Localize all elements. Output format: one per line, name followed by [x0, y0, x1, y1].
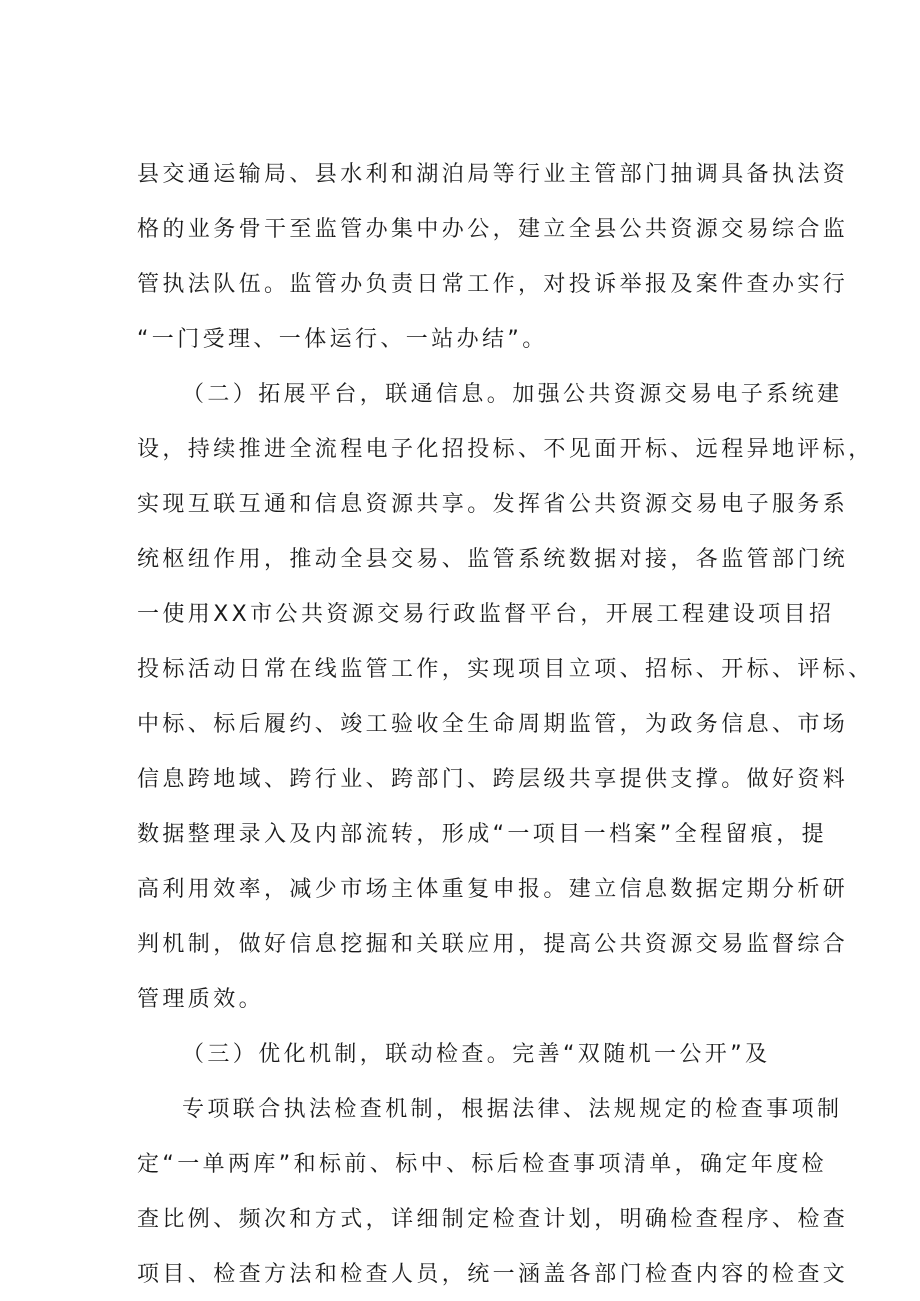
section-heading-line: （三）优化机制，联动检查。完善“双随机一公开”及: [182, 1042, 771, 1067]
text-line: 数据整理录入及内部流转，形成“一项目一档案”全程留痕，提: [137, 822, 827, 847]
text-line: 格的业务骨干至监管办集中办公，建立全县公共资源交易综合监: [137, 217, 849, 242]
text-line: 项目、检查方法和检查人员，统一涵盖各部门检查内容的检查文: [137, 1262, 849, 1287]
text-line: 统枢纽作用，推动全县交易、监管系统数据对接，各监管部门统: [137, 547, 849, 572]
text-line: 管执法队伍。监管办负责日常工作，对投诉举报及案件查办实行: [137, 272, 849, 297]
text-line: “一门受理、一体运行、一站办结”。: [137, 327, 548, 352]
text-line: 实现互联互通和信息资源共享。发挥省公共资源交易电子服务系: [137, 492, 849, 517]
text-line: 中标、标后履约、竣工验收全生命周期监管，为政务信息、市场: [137, 712, 849, 737]
section-heading-line: （二）拓展平台，联通信息。加强公共资源交易电子系统建: [182, 382, 843, 407]
text-line: 县交通运输局、县水利和湖泊局等行业主管部门抽调具备执法资: [137, 162, 849, 187]
text-line: 管理质效。: [137, 987, 265, 1012]
text-line: 一使用XX市公共资源交易行政监督平台，开展工程建设项目招: [137, 602, 835, 627]
text-line: 设，持续推进全流程电子化招投标、不见面开标、远程异地评标，: [137, 437, 874, 462]
text-line: 高利用效率，减少市场主体重复申报。建立信息数据定期分析研: [137, 877, 849, 902]
text-line: 查比例、频次和方式，详细制定检查计划，明确检查程序、检查: [137, 1207, 849, 1232]
text-line: 投标活动日常在线监管工作，实现项目立项、招标、开标、评标、: [137, 657, 874, 682]
text-line: 判机制，做好信息挖掘和关联应用，提高公共资源交易监督综合: [137, 932, 849, 957]
text-line: 专项联合执法检查机制，根据法律、法规规定的检查事项制: [182, 1097, 843, 1122]
text-line: 定“一单两库”和标前、标中、标后检查事项清单，确定年度检: [137, 1152, 827, 1177]
text-line: 信息跨地域、跨行业、跨部门、跨层级共享提供支撑。做好资料: [137, 767, 849, 792]
